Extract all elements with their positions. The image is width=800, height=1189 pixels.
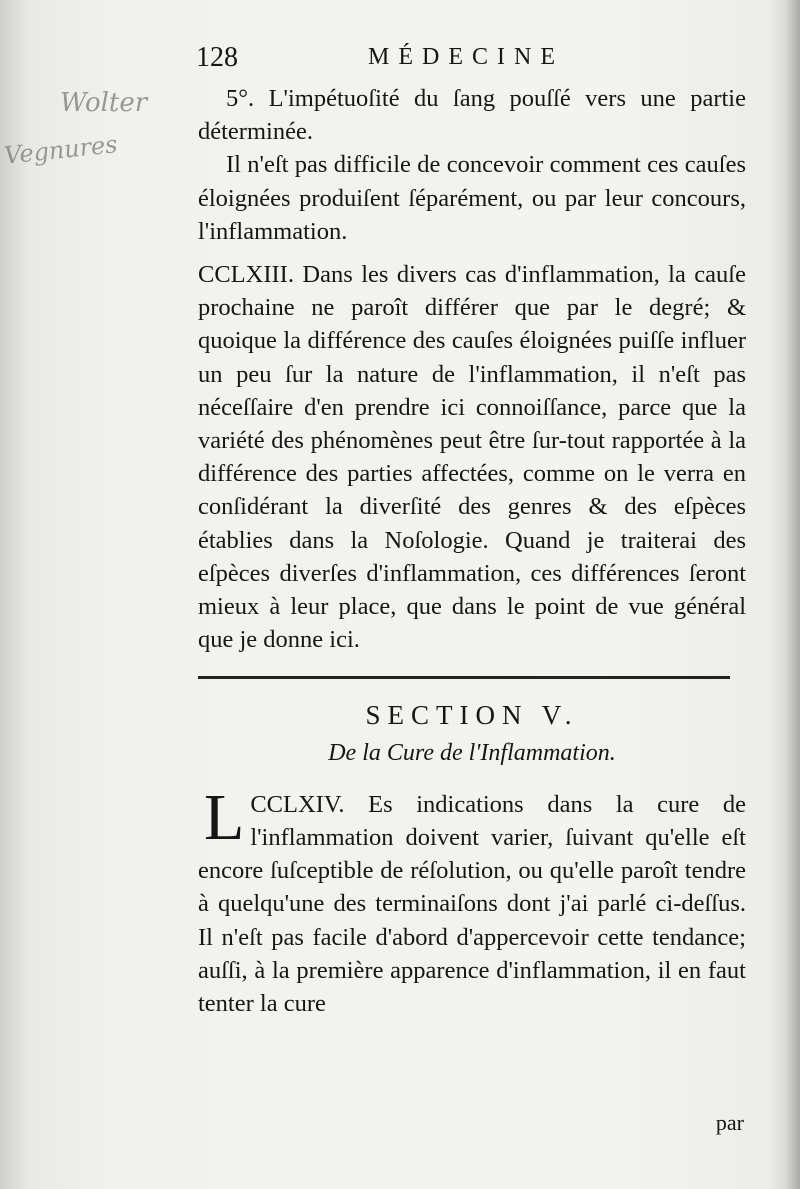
drop-cap: L: [204, 780, 245, 854]
paragraph: Il n'eſt pas difficile de concevoir comment ces cauſes éloignées produiſent ſéparément, ou par leur concours, l'inflammation.: [198, 151, 746, 245]
paragraph-text: Es indications dans la cure de l'inflammation doivent varier, ſuivant qu'elle eſt encore ſuſceptible de réſolution, ou qu'elle paroît tendre à quelqu'une des terminaiſons dont j'ai parlé ci-deſſus. Il n'eſt pas facile d'abord d'appercevoir cette tendance; auſſi, à la première apparence d'inflammation, il en faut tenter la cure: [198, 790, 746, 1018]
marginal-note: Vegnures: [2, 130, 119, 170]
page-header: [196, 42, 748, 82]
handwritten-marginalia: [4, 88, 164, 178]
marginal-note: Wolter: [60, 88, 148, 118]
paragraph: [198, 780, 746, 1020]
page-number: 128: [196, 42, 238, 73]
paragraph: 5°. L'impétuoſité du ſang pouſſé vers une partie déterminée.: [198, 85, 746, 146]
section-title: SECTION V.: [365, 700, 579, 731]
page-edge: [786, 0, 800, 1189]
page-body: [198, 82, 746, 1020]
section-divider: [198, 676, 730, 679]
paragraph: CCLXIII. Dans les divers cas d'inflammation, la cauſe prochaine ne paroît différer que par le degré; & quoique la différence des cauſes éloignées puiſſe influer un peu ſur la nature de l'inflammation, il n'eſt pas néceſſaire d'en prendre ici connoiſſance, parce que la variété des phénomènes peut être ſur-tout rapportée à la différence des parties affectées, comme on le verra en conſidérant la diverſité des genres & des eſpèces établies dans la Noſologie. Quand je traiterai des eſpèces diverſes d'inflammation, ces différences ſeront mieux à leur place, que dans le point de vue général que je donne ici.: [198, 261, 746, 654]
paragraph-number: CCLXIV.: [250, 790, 345, 818]
section-subtitle: De la Cure de l'Inflammation.: [328, 739, 616, 766]
catchword: par: [715, 1110, 744, 1135]
running-title: MÉDECINE: [368, 44, 564, 70]
